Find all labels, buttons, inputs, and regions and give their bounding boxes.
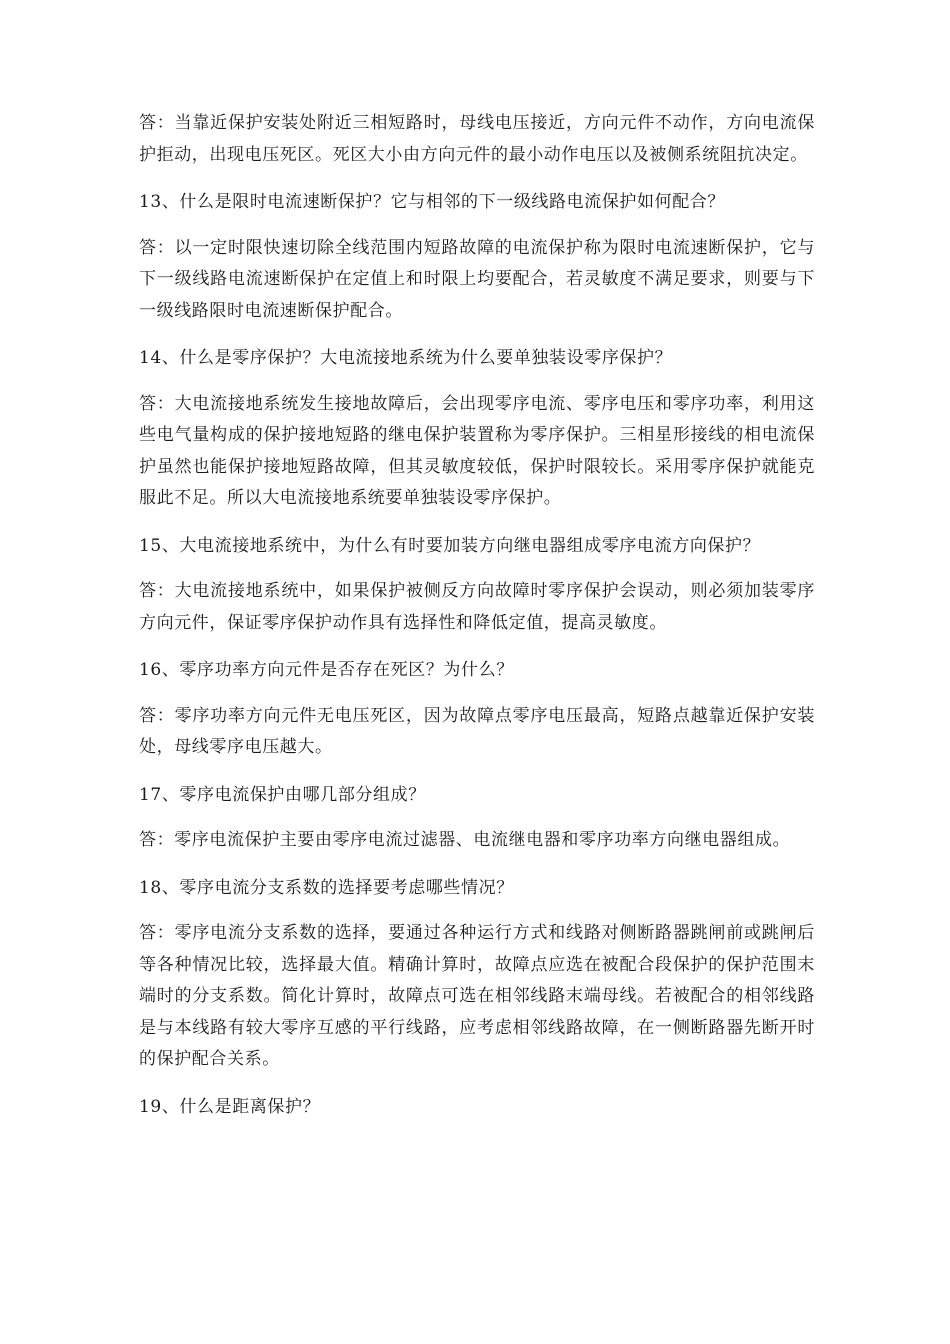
question-13: 13、什么是限时电流速断保护？它与相邻的下一级线路电流保护如何配合？ — [139, 192, 726, 212]
answer-18: 答：零序电流分支系数的选择，要通过各种运行方式和线路对侧断路器跳闸前或跳闸后等各种情况比较，选择最大值。精确计算时，故障点应选在被配合段保护的保护范围末端时的分支系数。简化计算时，故障点可选在相邻线路末端母线。若被配合的相邻线路是与本线路有较大零序互感的平行线路，应考虑相邻线路故障，在一侧断路器先断开时的保护配合关系。 — [139, 923, 815, 1069]
document-body — [139, 108, 815, 1137]
question-16: 16、零序功率方向元件是否存在死区？为什么？ — [139, 660, 514, 680]
answer-15: 答：大电流接地系统中，如果保护被侧反方向故障时零序保护会误动，则必须加装零序方向元件，保证零序保护动作具有选择性和降低定值，提高灵敏度。 — [139, 581, 815, 633]
question-17: 17、零序电流保护由哪几部分组成？ — [139, 784, 426, 805]
answer-13: 答：以一定时限快速切除全线范围内短路故障的电流保护称为限时电流速断保护，它与下一级线路电流速断保护在定值上和时限上均要配合，若灵敏度不满足要求，则要与下一级线路限时电流速断保护配合。 — [139, 237, 815, 321]
answer-16: 答：零序功率方向元件无电压死区，因为故障点零序电压最高，短路点越靠近保护安装处，母线零序电压越大。 — [139, 705, 815, 757]
answer-17: 答：零序电流保护主要由零序电流过滤器、电流继电器和零序功率方向继电器组成。 — [139, 830, 791, 850]
question-14: 14、什么是零序保护？大电流接地系统为什么要单独装设零序保护？ — [139, 348, 673, 368]
question-19: 19、什么是距离保护？ — [139, 1096, 321, 1117]
answer-14: 答：大电流接地系统发生接地故障后，会出现零序电流、零序电压和零序功率，利用这些电气量构成的保护接地短路的继电保护装置称为零序保护。三相星形接线的相电流保护虽然也能保护接地短路故障，但其灵敏度较低，保护时限较长。采用零序保护就能克服此不足。所以大电流接地系统要单独装设零序保护。 — [139, 393, 815, 508]
question-15: 15、大电流接地系统中，为什么有时要加装方向继电器组成零序电流方向保护？ — [139, 535, 761, 556]
question-18: 18、零序电流分支系数的选择要考虑哪些情况？ — [139, 877, 514, 898]
answer-12: 答：当靠近保护安装处附近三相短路时，母线电压接近，方向元件不动作，方向电流保护拒动，出现电压死区。死区大小由方向元件的最小动作电压以及被侧系统阻抗决定。 — [139, 113, 815, 165]
